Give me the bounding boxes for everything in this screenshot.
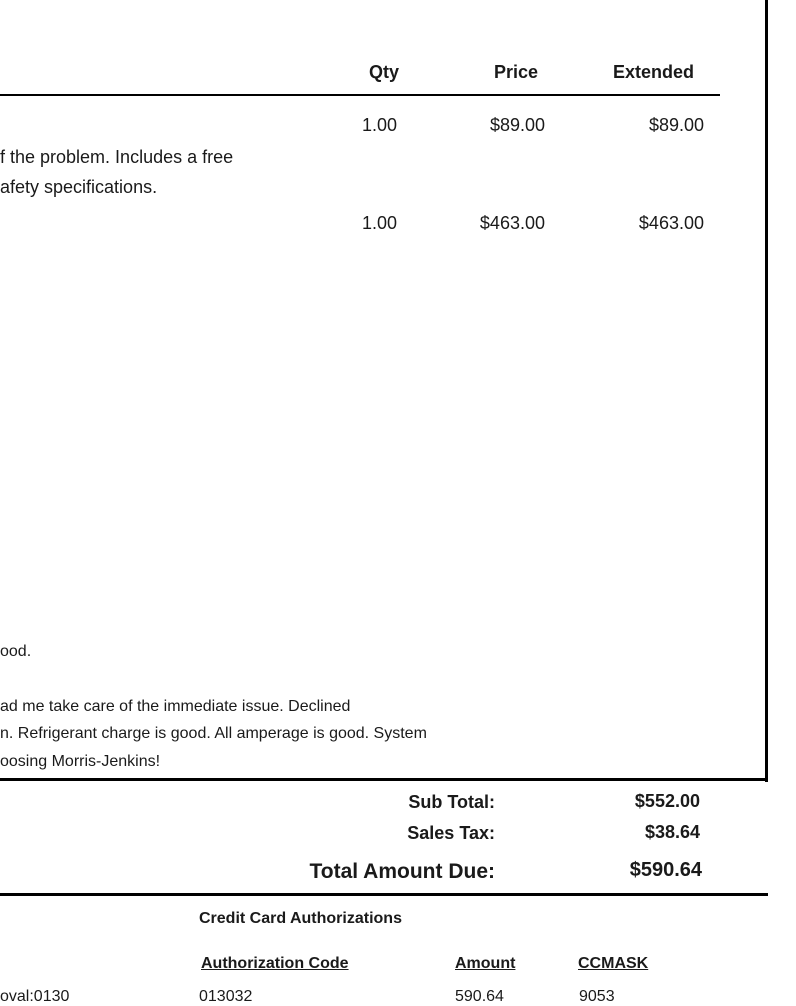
authorization-code-header: Authorization Code [201,955,349,972]
amount-header: Amount [455,955,516,972]
subtotal-label: Sub Total: [408,792,495,812]
table-frame-bottom-border [0,778,768,781]
notes-line-2: ad me take care of the immediate issue. Declined [0,698,351,715]
line-2-extended: $463.00 [638,213,704,233]
sales-tax-label: Sales Tax: [407,823,495,843]
notes-line-3: n. Refrigerant charge is good. All amperage is good. System [0,725,427,742]
price-header: Price [494,62,539,82]
line-2-qty: 1.00 [362,213,398,233]
subtotal-value: $552.00 [634,791,700,811]
credit-card-authorizations-title: Credit Card Authorizations [199,910,402,927]
line-1-price: $89.00 [489,115,545,135]
notes-line-4: oosing Morris-Jenkins! [0,753,161,770]
line-2-price: $463.00 [479,213,545,233]
line-1-extended: $89.00 [648,115,704,135]
table-frame-right-border [765,0,768,782]
line-1-description-1: f the problem. Includes a free [0,147,234,167]
line-1-qty: 1.00 [362,115,398,135]
cc-row-1-amount: 590.64 [455,988,504,1005]
extended-header: Extended [613,62,695,82]
cc-row-1-approval: oval:0130 [0,988,70,1005]
notes-line-1: ood. [0,643,32,660]
cc-row-1-ccmask: 9053 [579,988,615,1005]
total-amount-due-value: $590.64 [629,859,702,881]
total-amount-due-label: Total Amount Due: [309,860,495,883]
header-divider [0,94,720,96]
cc-row-1-authorization-code: 013032 [199,988,253,1005]
line-1-description-2: afety specifications. [0,177,158,197]
sales-tax-value: $38.64 [644,822,700,842]
totals-divider [0,893,768,896]
ccmask-header: CCMASK [578,955,649,972]
qty-header: Qty [369,62,400,82]
